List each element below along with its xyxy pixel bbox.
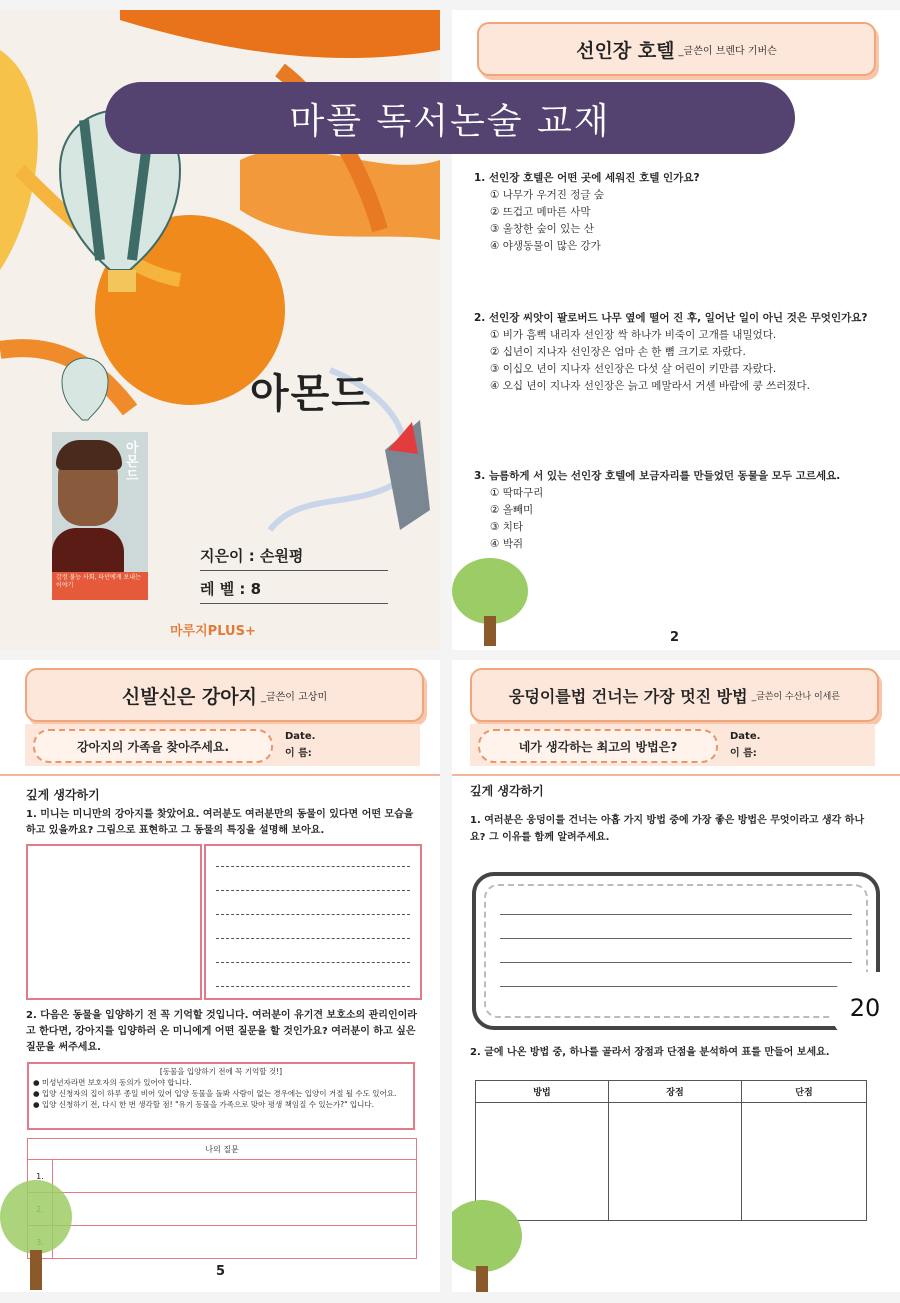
option-4[interactable]: ④ 야생동물이 많은 강가 [490, 240, 601, 252]
dog-header [25, 668, 424, 722]
tree-trunk [30, 1250, 42, 1290]
table-row [28, 1226, 417, 1259]
book-cover-image [52, 432, 148, 600]
question-text: 3. 늠름하게 서 있는 선인장 호텔에 보금자리를 만들었던 동물을 모두 고르세요. [474, 470, 841, 482]
hotel-header [477, 22, 876, 76]
dog-author: _글쓴이 고상미 [260, 691, 328, 703]
page-number: 5 [216, 1264, 226, 1279]
option-3[interactable]: ③ 울창한 숲이 있는 산 [490, 223, 594, 235]
puddle-question-2: 2. 글에 나온 방법 중, 하나를 골라서 장점과 단점을 분석하여 표를 만들어 보세요. [470, 1047, 830, 1058]
dog-date-name [285, 728, 315, 762]
divider [452, 774, 900, 776]
puddle-question-1: 1. 여러분은 웅덩이를 건너는 아홉 가지 방법 중에 가장 좋은 방법은 무엇이라고 생각 하나요? 그 이유를 함께 알려주세요. [470, 815, 865, 843]
name-field[interactable]: 이 름: [285, 748, 312, 759]
note-item: ● 입양 신청자의 집이 하루 종일 비어 있어 입양 동물을 돌봐 사람이 없는 경우에는 입양이 거절 될 수도 있어요. [33, 1089, 397, 1098]
cons-cell[interactable] [742, 1103, 867, 1221]
name-field[interactable]: 이 름: [730, 748, 757, 759]
tree-illustration [0, 1180, 72, 1254]
question-text: 1. 선인장 호텔은 어떤 곳에 세워진 호텔 인가요? [474, 172, 700, 184]
option-2[interactable]: ② 뜨겁고 메마른 사막 [490, 206, 591, 218]
dog-question-1: 1. 미니는 미니만의 강아지를 찾았어요. 여러분도 여러분만의 동물이 있다면 어떤 모습을 하고 있을까요? 그림으로 표현하고 그 동물의 특징을 설명해 보아요. [26, 809, 414, 836]
tree-illustration [452, 558, 528, 624]
book-cover-title: 아몬드 [126, 441, 139, 484]
puddle-title: 웅덩이를법 건너는 가장 멋진 방법 [508, 686, 748, 706]
date-field[interactable]: Date. [285, 731, 316, 742]
dog-subheader [25, 724, 420, 766]
option-2[interactable]: ② 올빼미 [490, 504, 534, 516]
puddle-subheader [470, 724, 875, 766]
answer-cloud-box[interactable] [472, 872, 880, 1030]
note-item: ● 입양 신청하기 전, 다시 한 번 생각할 점! "유기 동물을 가족으로 맞아 평생 책임질 수 있는가?" 입니다. [33, 1100, 375, 1109]
description-box[interactable] [204, 844, 422, 1000]
dog-worksheet-page[interactable] [0, 660, 440, 1292]
pros-cons-table [475, 1080, 867, 1221]
dog-question-2: 2. 다음은 동물을 입양하기 전 꼭 기억할 것입니다. 여러분이 유기견 보호소의 관리인이라고 한다면, 강아지를 입양하러 온 미니에게 어떤 질문을 할 것인가요? 여러분이 하고 싶은 질문을 써주세요. [26, 1010, 417, 1053]
my-questions-table [27, 1138, 417, 1259]
option-3[interactable]: ③ 치타 [490, 521, 524, 533]
date-field[interactable]: Date. [730, 731, 761, 742]
question-text: 2. 선인장 씨앗이 팔로버드 나무 옆에 떨어 진 후, 일어난 일이 아닌 것은 무엇인가요? [474, 312, 868, 324]
hotel-question-2 [474, 310, 874, 395]
dog-subtitle: 강아지의 가족을 찾아주세요. [33, 729, 273, 763]
cover-level: 레 벨 : 8 [200, 578, 388, 604]
publisher-logo: 마루지PLUS+ [170, 624, 256, 639]
answer-cell[interactable] [53, 1160, 417, 1193]
hotel-question-3 [474, 468, 874, 553]
col-cons: 단점 [742, 1081, 867, 1103]
option-4[interactable]: ④ 박쥐 [490, 538, 524, 550]
puddle-subtitle: 네가 생각하는 최고의 방법은? [478, 729, 718, 763]
page-number: 2 [670, 630, 680, 645]
tree-trunk [484, 616, 496, 646]
title-banner: 마플 독서논술 교재 [105, 82, 795, 154]
option-2[interactable]: ② 십년이 지나자 선인장은 엄마 손 한 뼘 크기로 자랐다. [490, 346, 746, 358]
puddle-header [470, 668, 879, 722]
note-item: ● 미성년자라면 보호자의 동의가 있어야 합니다. [33, 1078, 192, 1087]
table-row: 1. [28, 1160, 417, 1193]
answer-cell[interactable] [53, 1226, 417, 1259]
dog-title: 신발신은 강아지 [121, 685, 257, 708]
hotel-author: _글쓴이 브렌다 기버슨 [678, 45, 777, 57]
puddle-worksheet-page[interactable] [452, 660, 900, 1292]
answer-cell[interactable] [53, 1193, 417, 1226]
option-1[interactable]: ① 딱따구리 [490, 487, 544, 499]
table-header: 나의 질문 [28, 1139, 417, 1160]
pros-cell[interactable] [609, 1103, 742, 1221]
col-method: 방법 [476, 1081, 609, 1103]
hotel-title: 선인장 호텔 [576, 39, 675, 62]
think-deeply-heading: 깊게 생각하기 [26, 788, 100, 802]
divider [0, 774, 440, 776]
cover-author: 지은이 : 손원평 [200, 545, 388, 571]
table-row [28, 1193, 417, 1226]
page-count-badge[interactable]: 20 [830, 972, 900, 1044]
puddle-date-name [730, 728, 760, 762]
option-1[interactable]: ① 비가 흠뻑 내리자 선인장 싹 하나가 비죽이 고개를 내밀었다. [490, 329, 777, 341]
cover-title: 아몬드 [250, 371, 372, 417]
drawing-box[interactable] [26, 844, 202, 1000]
book-cover-tagline: 감정 불능 사회, 타인에게 보내는 이야기 [56, 574, 141, 589]
puddle-author: _글쓴이 수산나 이세른 [751, 691, 841, 702]
adoption-notes-box [27, 1062, 415, 1130]
notes-title: [동물을 입양하기 전에 꼭 기억할 것!] [159, 1067, 283, 1076]
col-pros: 장점 [609, 1081, 742, 1103]
tree-trunk [476, 1266, 488, 1292]
think-deeply-heading: 깊게 생각하기 [470, 784, 544, 798]
tree-illustration [452, 1200, 522, 1272]
option-4[interactable]: ④ 오십 년이 지나자 선인장은 늙고 메말라서 거센 바람에 쿵 쓰러졌다. [490, 380, 810, 392]
option-1[interactable]: ① 나무가 우거진 정글 숲 [490, 189, 605, 201]
hotel-question-1 [474, 170, 874, 255]
option-3[interactable]: ③ 이십오 년이 지나자 선인장은 다섯 살 어린이 키만큼 자랐다. [490, 363, 777, 375]
